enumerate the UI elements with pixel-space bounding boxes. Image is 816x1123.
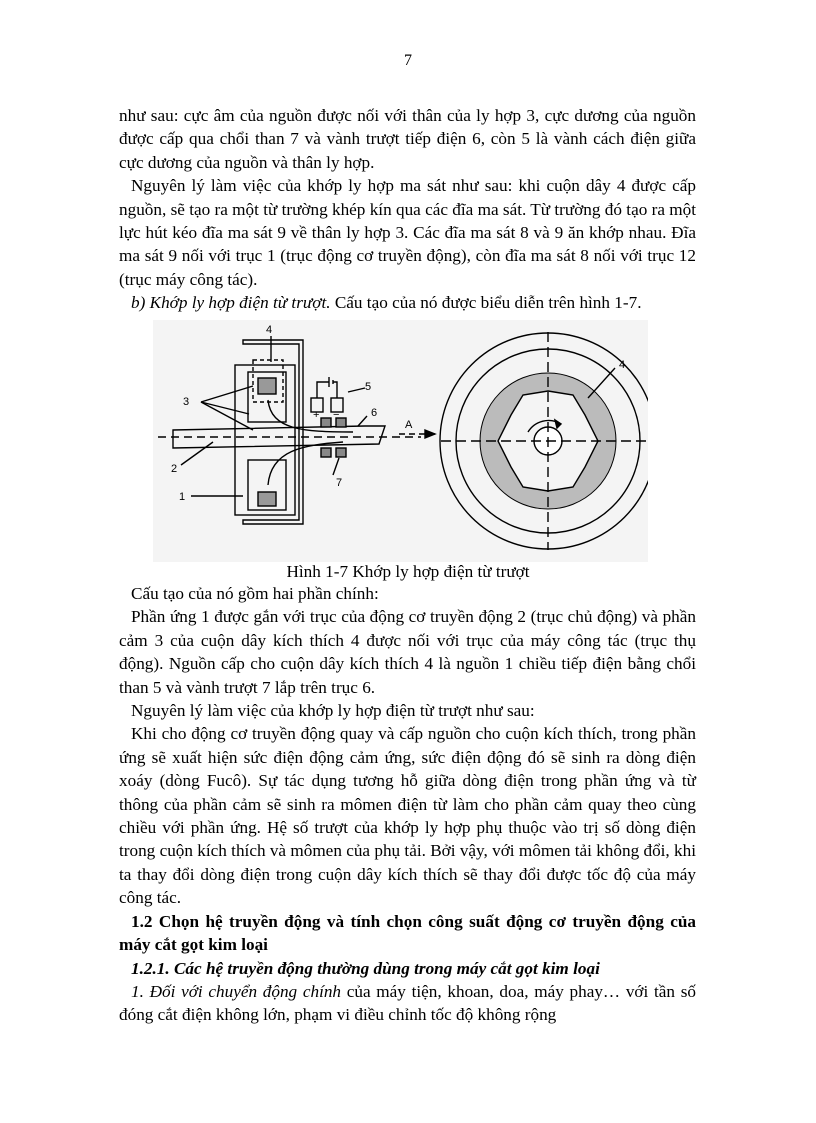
label-2: 2 <box>171 463 178 475</box>
italic-lead: b) Khớp ly hợp điện từ trượt. <box>131 293 331 313</box>
subsection-heading: 1.2.1. Các hệ truyền động thường dùng trong máy cắt gọt kim loại <box>131 958 600 978</box>
leader-line <box>588 368 615 398</box>
leader-line <box>181 442 213 465</box>
paragraph-text: Cấu tạo của nó được biểu diễn trên hình 1-7. <box>330 293 642 313</box>
paragraph: Nguyên lý làm việc của khớp ly hợp ma sát như sau: khi cuộn dây 4 được cấp nguồn, sẽ tạo ra một từ trường khép kín qua các đĩa ma sát. Từ trường đó tạo ra một lực hút kéo đĩa ma sát 9 về thân ly hợp 3. Các đĩa ma sát 8 và 9 ăn khớp nhau. Đĩa ma sát 9 nối với trục 1 (trục động cơ truyền động), còn đĩa ma sát 8 nối với trục 12 (trục máy công tác). <box>119 176 696 289</box>
leader-line <box>201 402 249 414</box>
label-6: 6 <box>371 407 378 419</box>
italic-lead: 1. Đối với chuyển động chính <box>131 981 342 1001</box>
lower-lead <box>268 442 343 485</box>
section-heading: 1.2 Chọn hệ truyền động và tính chọn công suất động cơ truyền động của máy cắt gọt kim loại <box>119 911 696 955</box>
leader-line <box>348 388 365 392</box>
figure-caption: Hình 1-7 Khớp ly hợp điện từ trượt <box>286 562 530 581</box>
leader-line <box>201 386 253 402</box>
paragraph: Nguyên lý làm việc của khớp ly hợp điện từ trượt như sau: <box>131 701 535 721</box>
upper-coil <box>258 378 276 394</box>
paragraph <box>119 291 696 314</box>
label-7: 7 <box>336 477 343 489</box>
top-text-block <box>119 104 696 315</box>
label-4-right: 4 <box>619 359 626 371</box>
view-arrow-head <box>425 430 435 438</box>
paragraph: Khi cho động cơ truyền động quay và cấp nguồn cho cuộn kích thích, trong phần ứng sẽ xuất hiện sức điện động cảm ứng, sức điện động đó sẽ sinh ra dòng điện xoáy (dòng Fucô). Sự tác dụng tương hỗ giữa dòng điện trong phần ứng và từ thông của phần cảm sẽ sinh ra mômen điện từ làm cho phần cảm quay theo cùng chiều với phần ứng. Hệ số trượt của khớp ly hợp phụ thuộc vào trị số dòng điện trong cuộn kích thích và mômen của phụ tải. Bởi vậy, với mômen tải không đổi, khi ta thay đổi dòng điện trong cuộn dây kích thích sẽ thay đổi được tốc độ của máy công tác. <box>119 724 696 908</box>
right-end-view <box>440 332 648 550</box>
label-A: A <box>405 419 413 431</box>
paragraph <box>119 980 696 1027</box>
label-4: 4 <box>266 324 273 336</box>
leader-line <box>333 458 339 475</box>
slip-ring <box>321 448 331 457</box>
leader-line <box>201 402 253 430</box>
slip-ring <box>336 448 346 457</box>
paragraph-text: của máy tiện, khoan, doa, máy phay… với tần số đóng cắt điện không lớn, phạm vi điều chỉnh tốc độ không rộng <box>119 981 696 1025</box>
figure-1-7 <box>153 320 648 562</box>
supply-wire <box>317 382 337 398</box>
label-1: 1 <box>179 491 186 503</box>
label-5: 5 <box>365 381 372 393</box>
label-minus: − <box>333 409 340 421</box>
main-text-block <box>119 582 696 1027</box>
left-sectional-view <box>158 336 435 524</box>
label-plus: + <box>313 409 320 421</box>
clutch-diagram <box>153 320 648 562</box>
page-number: 7 <box>404 52 412 69</box>
paragraph: Phần ứng 1 được gắn với trục của động cơ truyền động 2 (trục chủ động) và phần cảm 3 của cuộn dây kích thích 4 được nối với trục của máy công tác (trục thụ động). Nguồn cấp cho cuộn dây kích thích 4 là nguồn 1 chiều tiếp điện bằng chổi than 5 và vành trượt 7 lắp trên trục 6. <box>119 607 696 697</box>
paragraph: Cấu tạo của nó gồm hai phần chính: <box>131 584 379 603</box>
paragraph: như sau: cực âm của nguồn được nối với thân của ly hợp 3, cực dương của nguồn được cấp qua chổi than 7 và vành trượt tiếp điện 6, còn 5 là vành cách điện giữa cực dương của nguồn và thân ly hợp. <box>119 106 696 172</box>
slip-ring <box>321 418 331 427</box>
lower-coil <box>258 492 276 506</box>
leader-line <box>358 416 367 426</box>
label-3: 3 <box>183 396 190 408</box>
